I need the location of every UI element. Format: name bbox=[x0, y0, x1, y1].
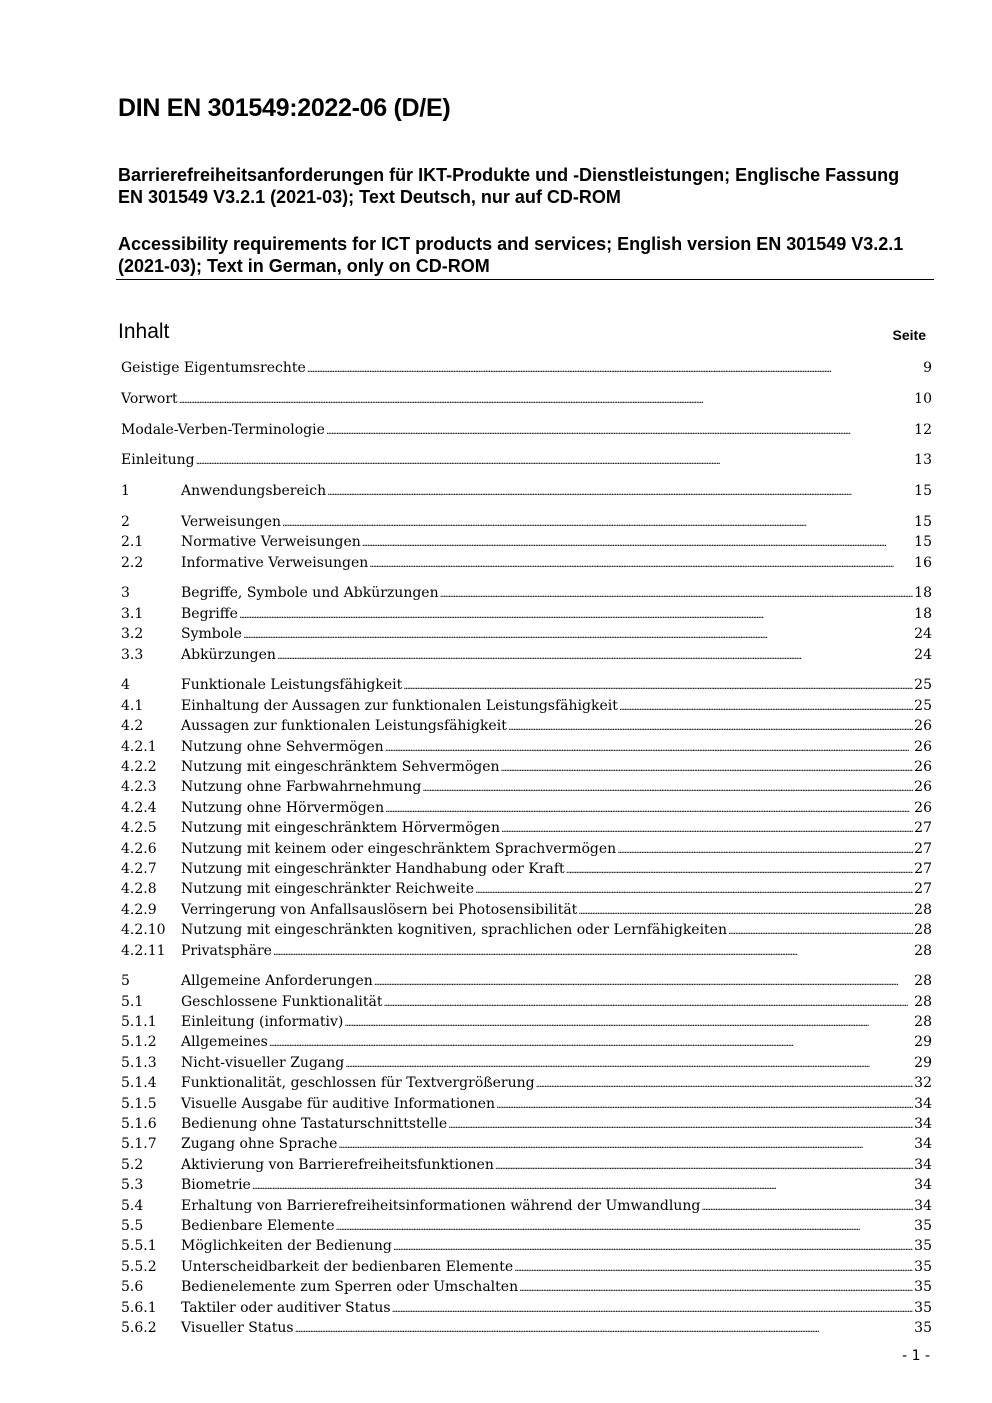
toc-entry-title: Nutzung mit eingeschränkter Handhabung oder Kraft bbox=[181, 860, 565, 877]
toc-entry[interactable] bbox=[121, 992, 932, 1012]
toc-entry-page: 35 bbox=[914, 1238, 932, 1255]
toc-entry-title: Aktivierung von Barrierefreiheitsfunktionen bbox=[181, 1156, 494, 1173]
toc-leader-dots bbox=[369, 553, 913, 575]
toc-entry-title: Bedienbare Elemente bbox=[181, 1217, 335, 1234]
toc-leader-dots bbox=[501, 818, 913, 840]
toc-leader-dots bbox=[196, 450, 914, 472]
toc-entry-title: Verringerung von Anfallsauslösern bei Photosensibilität bbox=[181, 901, 578, 918]
toc-entry-title: Normative Verweisungen bbox=[181, 534, 361, 551]
toc-leader-dots bbox=[392, 1298, 914, 1320]
toc-entry[interactable] bbox=[121, 358, 932, 378]
document-title: DIN EN 301549:2022-06 (D/E) bbox=[118, 94, 451, 122]
toc-leader-dots bbox=[578, 900, 913, 922]
toc-entry[interactable] bbox=[121, 839, 932, 859]
toc-entry-title: Visuelle Ausgabe für auditive Informationen bbox=[181, 1095, 496, 1112]
toc-entry-number: 2 bbox=[121, 513, 130, 530]
toc-entry-title: Begriffe, Symbole und Abkürzungen bbox=[181, 585, 439, 602]
toc-entry-title: Visueller Status bbox=[181, 1319, 294, 1336]
toc-leader-dots bbox=[179, 389, 913, 411]
toc-leader-dots bbox=[403, 675, 913, 697]
toc-entry-number: 5.6.1 bbox=[121, 1299, 157, 1316]
toc-leader-dots bbox=[617, 839, 913, 861]
toc-entry-page: 29 bbox=[914, 1034, 932, 1051]
toc-leader-dots bbox=[536, 1073, 914, 1095]
toc-entry-page: 25 bbox=[914, 677, 932, 694]
toc-entry-page: 32 bbox=[914, 1075, 932, 1092]
toc-entry-number: 5.3 bbox=[121, 1177, 144, 1194]
toc-entry[interactable] bbox=[121, 1236, 932, 1256]
toc-entry-page: 27 bbox=[914, 840, 932, 857]
toc-entry-number: 4.2 bbox=[121, 718, 144, 735]
toc-entry-page: 26 bbox=[914, 718, 932, 735]
subtitle-english: Accessibility requirements for ICT products and services; English version EN 301549 V3.2.1 (2021-03); Text in German, only on CD-ROM bbox=[118, 234, 904, 276]
toc-entry-number: 5.5.2 bbox=[121, 1258, 157, 1275]
toc-leader-dots bbox=[728, 920, 913, 942]
toc-entry-title: Nutzung mit keinem oder eingeschränktem Sprachvermögen bbox=[181, 840, 617, 857]
toc-entry[interactable] bbox=[121, 859, 932, 879]
toc-entry[interactable] bbox=[121, 1155, 932, 1175]
toc-entry-number: 5.1.1 bbox=[121, 1014, 157, 1031]
toc-leader-dots bbox=[385, 798, 913, 820]
toc-entry-number: 4.2.1 bbox=[121, 738, 157, 755]
toc-entry[interactable] bbox=[121, 675, 932, 695]
toc-entry[interactable] bbox=[121, 1216, 932, 1236]
toc-entry-title: Verweisungen bbox=[181, 513, 282, 530]
toc-entry-title: Informative Verweisungen bbox=[181, 554, 369, 571]
toc-entry[interactable] bbox=[121, 1175, 932, 1195]
toc-entry-page: 28 bbox=[914, 993, 932, 1010]
toc-entry[interactable] bbox=[121, 716, 932, 736]
toc-entry[interactable] bbox=[121, 971, 932, 991]
toc-entry-title: Nutzung mit eingeschränkter Reichweite bbox=[181, 881, 475, 898]
toc-entry[interactable] bbox=[121, 389, 932, 409]
toc-entry-page: 28 bbox=[914, 922, 932, 939]
toc-entry-page: 34 bbox=[914, 1177, 932, 1194]
toc-entry-page: 34 bbox=[914, 1136, 932, 1153]
toc-entry-title: Möglichkeiten der Bedienung bbox=[181, 1238, 392, 1255]
toc-leader-dots bbox=[345, 1053, 913, 1075]
toc-entry[interactable] bbox=[121, 645, 932, 665]
toc-entry[interactable] bbox=[121, 798, 932, 818]
toc-entry-title: Bedienelemente zum Sperren oder Umschalten bbox=[181, 1279, 519, 1296]
toc-entry-page: 26 bbox=[914, 738, 932, 755]
toc-entry-number: 5.5.1 bbox=[121, 1238, 157, 1255]
toc-entry-number: 5.1.3 bbox=[121, 1054, 157, 1071]
toc-entry-page: 28 bbox=[914, 942, 932, 959]
toc-entry[interactable] bbox=[121, 1094, 932, 1114]
toc-entry-number: 5 bbox=[121, 973, 130, 990]
toc-entry-number: 3.1 bbox=[121, 605, 144, 622]
toc-entry-title: Taktiler oder auditiver Status bbox=[181, 1299, 391, 1316]
toc-entry-number: 4 bbox=[121, 677, 130, 694]
toc-entry[interactable] bbox=[121, 1277, 932, 1297]
toc-entry[interactable] bbox=[121, 583, 932, 603]
toc-entry-number: 5.5 bbox=[121, 1217, 144, 1234]
toc-entry-page: 35 bbox=[914, 1279, 932, 1296]
toc-entry-page: 12 bbox=[914, 421, 932, 438]
toc-leader-dots bbox=[514, 1257, 913, 1279]
toc-leader-dots bbox=[440, 583, 914, 605]
toc-entry-number: 5.1.5 bbox=[121, 1095, 157, 1112]
toc-entry-page: 26 bbox=[914, 799, 932, 816]
toc-entry-page: 16 bbox=[914, 554, 932, 571]
toc-entry-number: 2.2 bbox=[121, 554, 144, 571]
toc-leader-dots bbox=[496, 1094, 913, 1116]
toc-entry-page: 34 bbox=[914, 1116, 932, 1133]
toc-entry-title: Erhaltung von Barrierefreiheitsinformationen während der Umwandlung bbox=[181, 1197, 701, 1214]
toc-entry[interactable] bbox=[121, 879, 932, 899]
toc-entry-page: 9 bbox=[923, 360, 932, 376]
toc-entry[interactable] bbox=[121, 604, 932, 624]
toc-entry-title: Modale-Verben-Terminologie bbox=[121, 421, 325, 438]
toc-leader-dots bbox=[508, 716, 913, 738]
toc-entry-title: Vorwort bbox=[121, 390, 178, 407]
toc-entry[interactable] bbox=[121, 481, 932, 501]
toc-leader-dots bbox=[701, 1196, 913, 1218]
toc-entry-number: 4.2.7 bbox=[121, 860, 157, 877]
toc-entry-number: 5.1.7 bbox=[121, 1136, 157, 1153]
toc-entry-title: Geschlossene Funktionalität bbox=[181, 993, 383, 1010]
toc-leader-dots bbox=[384, 992, 914, 1014]
toc-entry-title: Abkürzungen bbox=[181, 646, 276, 663]
toc-entry[interactable] bbox=[121, 553, 932, 573]
toc-entry-number: 4.2.9 bbox=[121, 901, 157, 918]
toc-entry-number: 5.1.2 bbox=[121, 1034, 157, 1051]
toc-entry-page: 27 bbox=[914, 860, 932, 877]
toc-entry-title: Anwendungsbereich bbox=[181, 483, 327, 500]
toc-entry-page: 26 bbox=[914, 758, 932, 775]
toc-heading: Inhalt bbox=[118, 320, 170, 343]
toc-entry[interactable] bbox=[121, 941, 932, 961]
toc-leader-dots bbox=[501, 757, 914, 779]
toc-leader-dots bbox=[336, 1216, 914, 1238]
toc-entry[interactable] bbox=[121, 1318, 932, 1338]
toc-leader-dots bbox=[273, 941, 913, 963]
toc-entry-title: Funktionale Leistungsfähigkeit bbox=[181, 677, 403, 694]
table-of-contents bbox=[121, 358, 932, 1338]
toc-entry-page: 18 bbox=[914, 585, 932, 602]
toc-leader-dots bbox=[307, 358, 922, 380]
title-divider bbox=[116, 279, 934, 280]
toc-leader-dots bbox=[344, 1012, 913, 1034]
toc-entry[interactable] bbox=[121, 1298, 932, 1318]
toc-entry[interactable] bbox=[121, 1073, 932, 1093]
toc-entry-page: 34 bbox=[914, 1095, 932, 1112]
toc-entry-page: 26 bbox=[914, 779, 932, 796]
toc-entry-title: Einleitung (informativ) bbox=[181, 1014, 344, 1031]
toc-entry[interactable] bbox=[121, 900, 932, 920]
toc-leader-dots bbox=[374, 971, 913, 993]
toc-leader-dots bbox=[243, 624, 913, 646]
toc-leader-dots bbox=[252, 1175, 913, 1197]
toc-leader-dots bbox=[277, 645, 913, 667]
toc-entry-page: 27 bbox=[914, 820, 932, 837]
toc-entry[interactable] bbox=[121, 420, 932, 440]
toc-entry-number: 5.1.4 bbox=[121, 1075, 157, 1092]
toc-entry-number: 4.2.10 bbox=[121, 922, 166, 939]
toc-entry-page: 35 bbox=[914, 1319, 932, 1336]
toc-entry-number: 3.2 bbox=[121, 626, 144, 643]
toc-entry-page: 15 bbox=[914, 483, 932, 500]
toc-entry-title: Aussagen zur funktionalen Leistungsfähigkeit bbox=[181, 718, 507, 735]
toc-entry-page: 24 bbox=[914, 626, 932, 643]
toc-entry-number: 2.1 bbox=[121, 534, 144, 551]
toc-leader-dots bbox=[239, 604, 913, 626]
toc-leader-dots bbox=[295, 1318, 914, 1340]
toc-entry-page: 35 bbox=[914, 1299, 932, 1316]
toc-entry-number: 5.2 bbox=[121, 1156, 144, 1173]
toc-entry-title: Nutzung mit eingeschränktem Hörvermögen bbox=[181, 820, 500, 837]
toc-entry-number: 4.2.8 bbox=[121, 881, 157, 898]
toc-entry-title: Bedienung ohne Tastaturschnittstelle bbox=[181, 1116, 448, 1133]
toc-entry-number: 4.2.4 bbox=[121, 799, 157, 816]
toc-entry-page: 25 bbox=[914, 697, 932, 714]
toc-page-column-label: Seite bbox=[892, 327, 926, 343]
toc-entry-title: Nutzung mit eingeschränkten kognitiven, sprachlichen oder Lernfähigkeiten bbox=[181, 922, 727, 939]
toc-entry-title: Nutzung ohne Farbwahrnehmung bbox=[181, 779, 422, 796]
toc-entry[interactable] bbox=[121, 624, 932, 644]
toc-entry-number: 4.2.11 bbox=[121, 942, 166, 959]
toc-entry[interactable] bbox=[121, 1032, 932, 1052]
toc-entry-number: 4.2.6 bbox=[121, 840, 157, 857]
toc-entry-page: 34 bbox=[914, 1197, 932, 1214]
toc-entry-page: 35 bbox=[914, 1258, 932, 1275]
toc-entry-title: Nutzung mit eingeschränktem Sehvermögen bbox=[181, 758, 500, 775]
toc-entry[interactable] bbox=[121, 512, 932, 532]
toc-leader-dots bbox=[495, 1155, 913, 1177]
toc-entry-number: 3 bbox=[121, 585, 130, 602]
toc-entry-page: 27 bbox=[914, 881, 932, 898]
toc-leader-dots bbox=[282, 512, 913, 534]
toc-entry-number: 1 bbox=[121, 483, 130, 500]
toc-entry[interactable] bbox=[121, 920, 932, 940]
toc-entry-title: Nutzung ohne Sehvermögen bbox=[181, 738, 384, 755]
toc-entry-title: Geistige Eigentumsrechte bbox=[121, 360, 306, 376]
toc-entry-title: Begriffe bbox=[181, 605, 238, 622]
toc-entry[interactable] bbox=[121, 1012, 932, 1032]
toc-entry[interactable] bbox=[121, 1196, 932, 1216]
toc-entry-title: Symbole bbox=[181, 626, 242, 643]
toc-leader-dots bbox=[475, 879, 913, 901]
toc-entry-page: 15 bbox=[914, 513, 932, 530]
toc-entry-title: Privatsphäre bbox=[181, 942, 272, 959]
toc-entry-number: 5.1.6 bbox=[121, 1116, 157, 1133]
toc-entry-page: 15 bbox=[914, 534, 932, 551]
toc-entry-page: 35 bbox=[914, 1217, 932, 1234]
toc-entry[interactable] bbox=[121, 1053, 932, 1073]
toc-entry[interactable] bbox=[121, 818, 932, 838]
toc-entry-title: Unterscheidbarkeit der bedienbaren Elemente bbox=[181, 1258, 514, 1275]
toc-entry[interactable] bbox=[121, 1134, 932, 1154]
toc-entry-page: 28 bbox=[914, 901, 932, 918]
toc-entry-page: 34 bbox=[914, 1156, 932, 1173]
toc-leader-dots bbox=[519, 1277, 913, 1299]
toc-entry-number: 4.2.3 bbox=[121, 779, 157, 796]
toc-entry-page: 24 bbox=[914, 646, 932, 663]
toc-entry-number: 4.2.5 bbox=[121, 820, 157, 837]
toc-entry[interactable] bbox=[121, 757, 932, 777]
toc-leader-dots bbox=[393, 1236, 913, 1258]
toc-entry-page: 18 bbox=[914, 605, 932, 622]
toc-entry[interactable] bbox=[121, 777, 932, 797]
toc-entry-title: Nutzung ohne Hörvermögen bbox=[181, 799, 385, 816]
page-number: - 1 - bbox=[902, 1348, 930, 1364]
toc-entry-page: 29 bbox=[914, 1054, 932, 1071]
toc-entry-title: Allgemeine Anforderungen bbox=[181, 973, 373, 990]
toc-entry[interactable] bbox=[121, 1114, 932, 1134]
toc-entry[interactable] bbox=[121, 737, 932, 757]
toc-entry-number: 5.4 bbox=[121, 1197, 144, 1214]
toc-leader-dots bbox=[385, 737, 914, 759]
toc-entry-title: Biometrie bbox=[181, 1177, 251, 1194]
toc-leader-dots bbox=[619, 696, 913, 718]
toc-entry-title: Einleitung bbox=[121, 452, 195, 469]
toc-leader-dots bbox=[362, 532, 913, 554]
toc-entry-page: 28 bbox=[914, 1014, 932, 1031]
toc-leader-dots bbox=[269, 1032, 913, 1054]
toc-leader-dots bbox=[448, 1114, 913, 1136]
toc-entry-number: 4.2.2 bbox=[121, 758, 157, 775]
toc-leader-dots bbox=[338, 1134, 913, 1156]
toc-entry-page: 13 bbox=[914, 452, 932, 469]
toc-leader-dots bbox=[326, 420, 913, 442]
toc-entry-number: 5.1 bbox=[121, 993, 144, 1010]
subtitle-german: Barrierefreiheitsanforderungen für IKT-Produkte und -Dienstleistungen; Englische Fassung EN 301549 V3.2.1 (2021-03); Text Deutsch, nur auf CD-ROM bbox=[118, 165, 900, 207]
toc-entry[interactable] bbox=[121, 696, 932, 716]
toc-entry-title: Allgemeines bbox=[181, 1034, 268, 1051]
toc-entry-number: 3.3 bbox=[121, 646, 144, 663]
toc-entry-page: 10 bbox=[914, 390, 932, 407]
toc-leader-dots bbox=[422, 777, 913, 799]
toc-entry[interactable] bbox=[121, 1257, 932, 1277]
toc-entry[interactable] bbox=[121, 532, 932, 552]
toc-entry-page: 28 bbox=[914, 973, 932, 990]
toc-entry-title: Funktionalität, geschlossen für Textvergrößerung bbox=[181, 1075, 535, 1092]
toc-entry-number: 4.1 bbox=[121, 697, 144, 714]
toc-entry-title: Zugang ohne Sprache bbox=[181, 1136, 338, 1153]
toc-entry-title: Nicht-visueller Zugang bbox=[181, 1054, 345, 1071]
toc-entry-number: 5.6 bbox=[121, 1279, 144, 1296]
toc-leader-dots bbox=[327, 481, 913, 503]
toc-entry-title: Einhaltung der Aussagen zur funktionalen Leistungsfähigkeit bbox=[181, 697, 618, 714]
toc-entry[interactable] bbox=[121, 450, 932, 470]
toc-leader-dots bbox=[566, 859, 914, 881]
toc-entry-number: 5.6.2 bbox=[121, 1319, 157, 1336]
